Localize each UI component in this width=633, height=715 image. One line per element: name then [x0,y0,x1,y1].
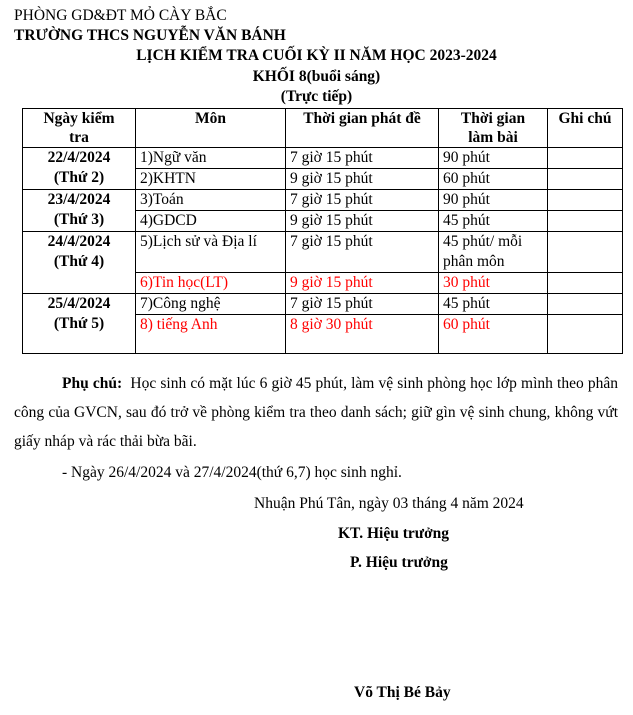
duration-cell: 45 phút [439,211,548,232]
note-cell [548,148,623,169]
duration-cell: 45 phút/ mỗi phân môn [439,232,548,273]
issue-time-cell: 7 giờ 15 phút [286,190,439,211]
duration-cell: 90 phút [439,190,548,211]
notes-paragraph: Phụ chú: Học sinh có mặt lúc 6 giờ 45 phút, làm vệ sinh phòng học lớp mình theo phân công của GVCN, sau đó trở về phòng kiểm tra theo danh sách; giữ gìn vệ sinh chung, không vứt giấy nháp và rác thải bừa bãi. [14,375,619,450]
header-subject: Môn [136,109,286,148]
table-row [23,190,623,211]
issue-time-cell: 7 giờ 15 phút [286,232,439,273]
grade-session: KHỐI 8(buổi sáng) [252,68,381,85]
duration-cell: 45 phút [439,294,548,315]
signer-name: Võ Thị Bé Bảy [354,684,451,701]
duration-cell: 60 phút [439,315,548,354]
issue-time-cell: 8 giờ 30 phút [286,315,439,354]
issue-time-cell: 9 giờ 15 phút [286,273,439,294]
note-cell [548,294,623,315]
note-cell [548,211,623,232]
note-cell [548,315,623,354]
school-name: TRƯỜNG THCS NGUYỄN VĂN BÁNH [14,27,286,44]
header-duration: Thời gian làm bài [439,109,548,148]
department-name: PHÒNG GD&ĐT MỎ CÀY BẮC [14,7,227,24]
subject-cell: 3)Toán [136,190,286,211]
exam-schedule-table [22,108,623,354]
header-note: Ghi chú [548,109,623,148]
subject-cell: 6)Tin học(LT) [136,273,286,294]
subject-cell: 7)Công nghệ [136,294,286,315]
subject-cell: 8) tiếng Anh [136,315,286,354]
holiday-note: - Ngày 26/4/2024 và 27/4/2024(thứ 6,7) học sinh nghỉ. [62,464,402,481]
subject-cell: 5)Lịch sử và Địa lí [136,232,286,273]
subject-cell: 2)KHTN [136,169,286,190]
place-date: Nhuận Phú Tân, ngày 03 tháng 4 năm 2024 [254,495,524,512]
day-cell: 25/4/2024 (Thứ 5) [23,294,136,354]
note-cell [548,273,623,294]
issue-time-cell: 7 giờ 15 phút [286,294,439,315]
day-cell: 22/4/2024 (Thứ 2) [23,148,136,190]
duration-cell: 90 phút [439,148,548,169]
table-row [23,232,623,273]
signer-role: KT. Hiệu trưởng [338,525,450,542]
table-row [23,148,623,169]
note-cell [548,169,623,190]
day-cell: 23/4/2024 (Thứ 3) [23,190,136,232]
duration-cell: 60 phút [439,169,548,190]
issue-time-cell: 7 giờ 15 phút [286,148,439,169]
day-cell: 24/4/2024 (Thứ 4) [23,232,136,294]
note-cell [548,190,623,211]
document-title: LỊCH KIỂM TRA CUỐI KỲ II NĂM HỌC 2023-2024 [136,47,497,64]
table-header-row [23,109,623,148]
subject-cell: 1)Ngữ văn [136,148,286,169]
issue-time-cell: 9 giờ 15 phút [286,169,439,190]
notes-label: Phụ chú: [62,375,123,392]
duration-cell: 30 phút [439,273,548,294]
header-date: Ngày kiểm tra [23,109,136,148]
subject-cell: 4)GDCD [136,211,286,232]
note-cell [548,232,623,273]
issue-time-cell: 9 giờ 15 phút [286,211,439,232]
exam-mode: (Trực tiếp) [280,88,353,105]
header-issue-time: Thời gian phát đề [286,109,439,148]
signer-title: P. Hiệu trưởng [350,554,448,571]
table-row [23,294,623,315]
